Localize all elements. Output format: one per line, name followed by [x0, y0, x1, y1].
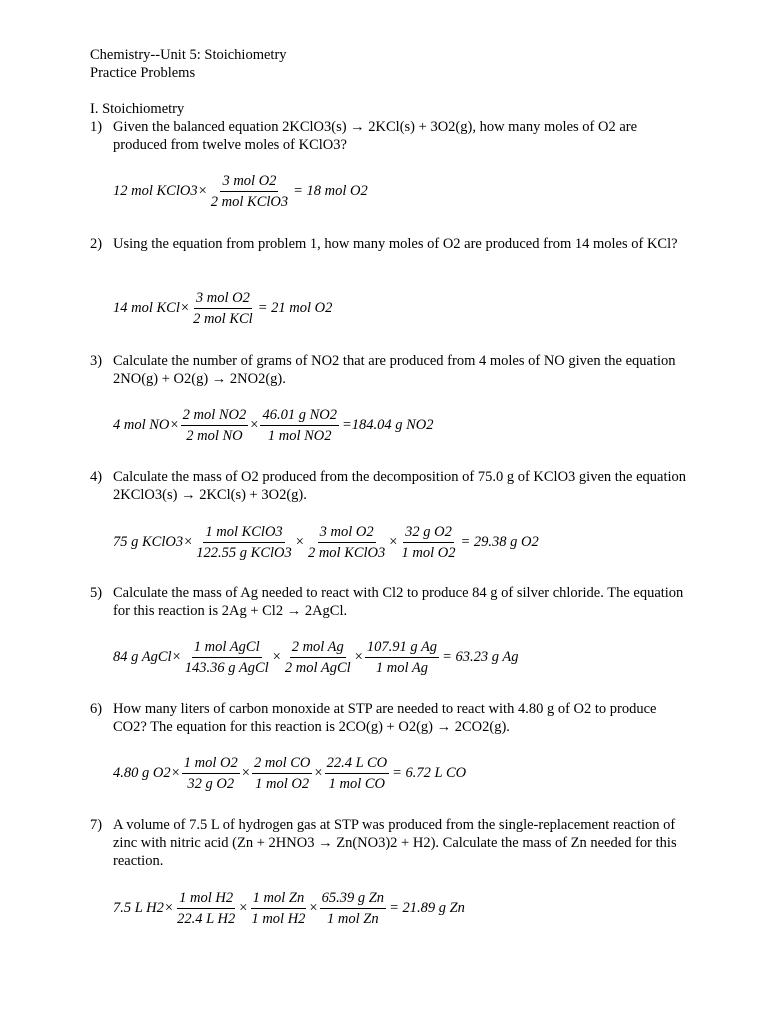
problem-4-solution: 75 g KClO3 × $\frac{\text{1 mol KClO3}}{\text{122.55 g KClO3}}$ × $\frac{\text{3 mol O2}}{\text{2 mol KClO3}}$ × $\frac{\text{32 g O2}}{\text{1 mol O2}}$ = 29.38 g O2 [113, 524, 539, 561]
conversion-factor [175, 890, 237, 927]
result: = 21 mol O2 [257, 300, 333, 316]
factor-denominator: 32 g O2 [187, 776, 235, 792]
problem-5-solution: 84 g AgCl × $\frac{\text{1 mol AgCl}}{\text{143.36 g AgCl}}$ × $\frac{\text{2 mol Ag}}{\text{2 mol AgCl}}$ × $\frac{\text{107.91 g Ag}}{\text{1 mol Ag}}$ = 63.23 g Ag [113, 639, 519, 676]
conversion-factor [252, 755, 312, 792]
problem-6-number: 6) [90, 701, 103, 717]
factor-numerator: 1 mol H2 [177, 890, 235, 909]
factor-denominator: 22.4 L H2 [177, 911, 236, 927]
conversion-factor [320, 890, 386, 927]
problem-2-text: Using the equation from problem 1, how many moles of O2 are produced from 14 moles of KCl? [113, 236, 678, 252]
factor-denominator: 2 mol KCl [193, 311, 253, 327]
factor-numerator: 1 mol O2 [182, 755, 240, 774]
factor-numerator: 2 mol NO2 [181, 407, 249, 426]
conversion-factor [365, 639, 439, 676]
document-title: Chemistry--Unit 5: Stoichiometry [90, 47, 287, 63]
result: = 6.72 L CO [392, 765, 467, 781]
factor-denominator: 1 mol CO [328, 776, 386, 792]
problem-3-number: 3) [90, 353, 103, 369]
problem-7-text: A volume of 7.5 L of hydrogen gas at STP was produced from the single-replacement reaction of zinc with nitric acid (Zn + 2HNO3 → Zn(NO3)2 + H2). Calculate the mass of Zn needed for this reaction. [113, 817, 677, 869]
problem-5-number: 5) [90, 585, 103, 601]
factor-denominator: 1 mol Zn [327, 911, 379, 927]
factor-denominator: 2 mol KClO3 [307, 545, 386, 561]
conversion-factor [260, 407, 339, 444]
factor-numerator: 65.39 g Zn [320, 890, 386, 909]
factor-numerator: 3 mol O2 [220, 173, 278, 192]
problem-1-text: Given the balanced equation 2KClO3(s) → 2KCl(s) + 3O2(g), how many moles of O2 are produced from twelve moles of KClO3? [113, 119, 638, 153]
conversion-factor [325, 755, 390, 792]
factor-numerator: 3 mol O2 [318, 524, 376, 543]
factor-denominator: 122.55 g KClO3 [196, 545, 292, 561]
factor-denominator: 2 mol AgCl [284, 660, 351, 676]
problem-4-text: Calculate the mass of O2 produced from the decomposition of 75.0 g of KClO3 given the equation 2KClO3(s) → 2KCl(s) + 3O2(g). [113, 469, 687, 503]
factor-denominator: 143.36 g AgCl [184, 660, 269, 676]
problem-6-text: How many liters of carbon monoxide at STP are needed to react with 4.80 g of O2 to produce CO2? The equation for this reaction is 2CO(g) + O2(g) → 2CO2(g). [113, 701, 657, 735]
factor-denominator: 1 mol H2 [251, 911, 306, 927]
factor-numerator: 3 mol O2 [194, 290, 252, 309]
start-quantity: 12 mol KClO3 [113, 183, 198, 199]
start-quantity: 4 mol NO [113, 417, 170, 433]
factor-numerator: 32 g O2 [403, 524, 454, 543]
factor-denominator: 2 mol NO [186, 428, 243, 444]
factor-numerator: 22.4 L CO [325, 755, 390, 774]
start-quantity: 4.80 g O2 [113, 765, 171, 781]
factor-denominator: 1 mol O2 [255, 776, 310, 792]
factor-numerator: 46.01 g NO2 [260, 407, 339, 426]
conversion-factor [194, 524, 293, 561]
factor-numerator: 2 mol Ag [290, 639, 346, 658]
section-heading: I. Stoichiometry [90, 101, 185, 117]
result: = 21.89 g Zn [389, 900, 465, 916]
result: = 63.23 g Ag [442, 649, 519, 665]
problem-2-number: 2) [90, 236, 103, 252]
conversion-factor [283, 639, 353, 676]
factor-numerator: 107.91 g Ag [365, 639, 439, 658]
start-quantity: 7.5 L H2 [113, 900, 164, 916]
factor-denominator: 1 mol NO2 [267, 428, 332, 444]
conversion-factor [249, 890, 307, 927]
conversion-factor [191, 290, 255, 327]
problem-5-text: Calculate the mass of Ag needed to react with Cl2 to produce 84 g of silver chloride. The equation for this reaction is 2Ag + Cl2 → 2AgCl. [113, 585, 684, 619]
problem-6-solution: 4.80 g O2 × $\frac{\text{1 mol O2}}{\text{32 g O2}}$ × $\frac{\text{2 mol CO}}{\text{1 mol O2}}$ × $\frac{\text{22.4 L CO}}{\text{1 mol CO}}$ = 6.72 L CO [113, 755, 467, 792]
result: = 18 mol O2 [293, 183, 368, 199]
problem-7-number: 7) [90, 817, 103, 833]
start-quantity: 75 g KClO3 [113, 534, 184, 550]
problem-7-solution: 7.5 L H2 × $\frac{\text{1 mol H2}}{\text{22.4 L H2}}$ × $\frac{\text{1 mol Zn}}{\text{1 mol H2}}$ × $\frac{\text{65.39 g Zn}}{\text{1 mol Zn}}$ = 21.89 g Zn [113, 890, 465, 927]
document-subtitle: Practice Problems [90, 65, 196, 81]
start-quantity: 14 mol KCl [113, 300, 180, 316]
problem-2-solution: 14 mol KCl × $\frac{\text{3 mol O2}}{\text{2 mol KCl}}$ = 21 mol O2 [113, 290, 333, 327]
factor-numerator: 1 mol AgCl [192, 639, 262, 658]
result: =184.04 g NO2 [341, 417, 434, 433]
result: = 29.38 g O2 [460, 534, 539, 550]
start-quantity: 84 g AgCl [113, 649, 172, 665]
factor-denominator: 2 mol KClO3 [210, 194, 289, 210]
problem-1-solution: 12 mol KClO3 × $\frac{\text{3 mol O2}}{\text{2 mol KClO3}}$ = 18 mol O2 [113, 173, 368, 210]
conversion-factor [182, 755, 240, 792]
factor-denominator: 1 mol Ag [375, 660, 428, 676]
factor-denominator: 1 mol O2 [401, 545, 456, 561]
conversion-factor [181, 407, 249, 444]
conversion-factor [209, 173, 290, 210]
problem-4-number: 4) [90, 469, 103, 485]
factor-numerator: 1 mol Zn [251, 890, 307, 909]
problem-1-number: 1) [90, 119, 103, 135]
conversion-factor [306, 524, 387, 561]
conversion-factor [183, 639, 271, 676]
conversion-factor [399, 524, 457, 561]
problem-3-solution: 4 mol NO × $\frac{\text{2 mol NO2}}{\text{2 mol NO}}$ × $\frac{\text{46.01 g NO2}}{\text{1 mol NO2}}$ =184.04 g NO2 [113, 407, 434, 444]
problem-3-text: Calculate the number of grams of NO2 that are produced from 4 moles of NO given the equation 2NO(g) + O2(g) → 2NO2(g). [113, 353, 676, 387]
factor-numerator: 1 mol KClO3 [203, 524, 284, 543]
factor-numerator: 2 mol CO [252, 755, 312, 774]
